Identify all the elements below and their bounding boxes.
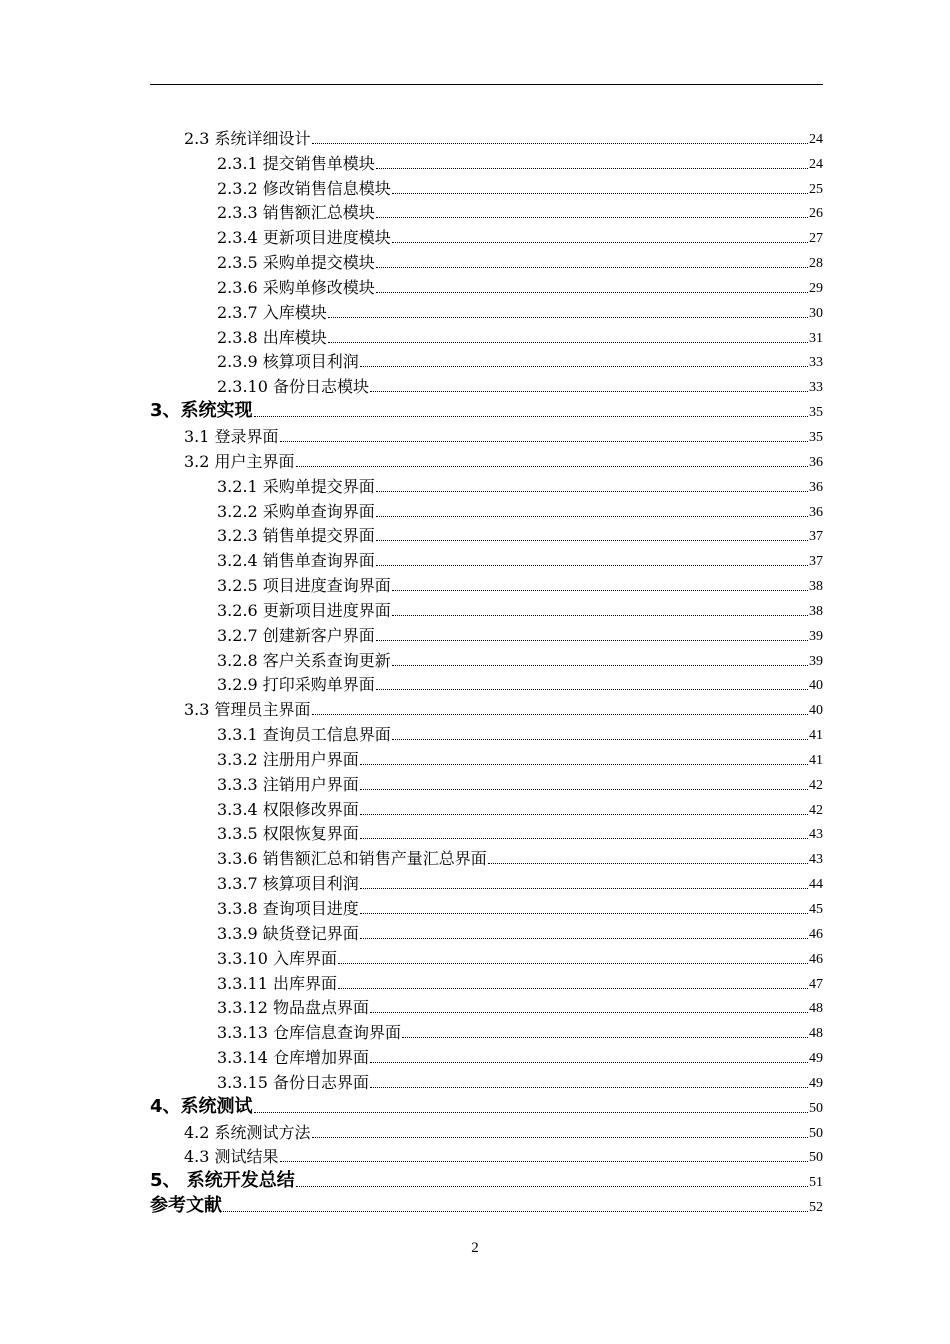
toc-entry-title: 3.3.7 核算项目利润 (217, 874, 359, 894)
toc-entry-page: 35 (809, 429, 823, 445)
toc-entry-title: 3.2.9 打印采购单界面 (217, 675, 375, 695)
toc-entry[interactable] (150, 696, 823, 721)
toc-dot-leader (376, 565, 808, 566)
toc-entry-page: 29 (809, 280, 823, 296)
toc-entry-title: 3.2.6 更新项目进度界面 (217, 600, 391, 620)
toc-entry-page: 35 (809, 405, 823, 421)
toc-entry-title: 3.3.2 注册用户界面 (217, 749, 359, 769)
toc-entry-title: 5、 系统开发总结 (150, 1170, 295, 1192)
toc-entry-title: 3.3.3 注销用户界面 (217, 774, 359, 794)
toc-entry-page: 40 (809, 678, 823, 694)
toc-dot-leader (360, 888, 808, 889)
toc-dot-leader (376, 168, 808, 169)
toc-entry-page: 41 (809, 752, 823, 768)
toc-entry-page: 49 (809, 1075, 823, 1091)
toc-dot-leader (370, 1062, 808, 1063)
toc-entry-title: 3.3.13 仓库信息查询界面 (217, 1023, 401, 1043)
toc-entry-title: 4.3 测试结果 (184, 1147, 279, 1167)
toc-dot-leader (376, 640, 808, 641)
toc-entry-title: 2.3.4 更新项目进度模块 (217, 228, 391, 248)
toc-dot-leader (360, 764, 808, 765)
toc-entry[interactable] (150, 1069, 823, 1094)
toc-dot-leader (360, 838, 808, 839)
toc-dot-leader (376, 217, 808, 218)
toc-entry-page: 37 (809, 554, 823, 570)
toc-entry-title: 3.3.1 查询员工信息界面 (217, 725, 391, 745)
toc-entry-title: 3.3.8 查询项目进度 (217, 899, 359, 918)
toc-entry-page: 38 (809, 603, 823, 619)
toc-entry-title: 2.3 系统详细设计 (184, 128, 311, 148)
toc-entry-title: 3.3.5 权限恢复界面 (217, 824, 359, 844)
toc-dot-leader (392, 665, 808, 666)
toc-entry-title: 2.3.9 核算项目利润 (217, 352, 359, 372)
toc-entry-title: 3.3.6 销售额汇总和销售产量汇总界面 (217, 849, 487, 869)
toc-entry-title: 2.3.7 入库模块 (217, 302, 327, 322)
toc-dot-leader (402, 1037, 808, 1038)
toc-entry-title: 2.3.3 销售额汇总模块 (217, 203, 375, 223)
toc-entry-title: 3.3.4 权限修改界面 (217, 799, 359, 819)
toc-entry[interactable] (150, 845, 823, 870)
toc-dot-leader (360, 366, 808, 367)
toc-dot-leader (328, 342, 808, 343)
toc-entry-page: 50 (809, 1125, 823, 1141)
toc-entry-page: 24 (809, 156, 823, 172)
toc-entry[interactable] (150, 1168, 823, 1193)
toc-entry[interactable] (150, 547, 823, 572)
toc-entry-page: 45 (809, 902, 823, 917)
toc-dot-leader (338, 988, 808, 989)
toc-entry-page: 49 (809, 1051, 823, 1067)
toc-entry[interactable] (150, 249, 823, 274)
toc-dot-leader (376, 540, 808, 541)
toc-dot-leader (392, 242, 808, 243)
toc-entry-page: 37 (809, 529, 823, 545)
toc-entry-page: 33 (809, 380, 823, 396)
toc-entry-title: 2.3.6 采购单修改模块 (217, 277, 375, 297)
toc-entry[interactable] (150, 672, 823, 697)
toc-entry-title: 3.3.11 出库界面 (217, 973, 337, 993)
toc-dot-leader (223, 1211, 808, 1212)
toc-entry-title: 3.3 管理员主界面 (184, 700, 311, 720)
toc-entry[interactable] (150, 945, 823, 970)
toc-dot-leader (488, 863, 808, 864)
toc-entry-page: 46 (809, 951, 823, 967)
toc-entry-page: 43 (809, 827, 823, 843)
toc-entry-page: 46 (809, 926, 823, 942)
toc-entry-title: 3.3.10 入库界面 (217, 948, 337, 968)
toc-dot-leader (376, 292, 808, 293)
toc-entry[interactable] (150, 224, 823, 249)
toc-entry-title: 2.3.8 出库模块 (217, 327, 327, 347)
toc-entry-title: 3.3.12 物品盘点界面 (217, 998, 369, 1018)
toc-entry-title: 3.2 用户主界面 (184, 451, 295, 471)
toc-entry-title: 3.2.8 客户关系查询更新 (217, 650, 391, 670)
toc-entry-page: 25 (809, 181, 823, 197)
toc-dot-leader (280, 1161, 808, 1162)
toc-dot-leader (376, 516, 808, 517)
toc-entry-title: 3.3.14 仓库增加界面 (217, 1048, 369, 1068)
toc-entry[interactable] (150, 448, 823, 473)
toc-dot-leader (360, 938, 808, 939)
toc-entry[interactable] (150, 299, 823, 324)
toc-entry[interactable] (150, 150, 823, 175)
toc-dot-leader (376, 491, 808, 492)
toc-dot-leader (360, 789, 808, 790)
toc-entry-title: 参考文献 (150, 1195, 222, 1217)
toc-entry-page: 52 (809, 1200, 823, 1216)
toc-entry-page: 41 (809, 728, 823, 744)
toc-dot-leader (392, 615, 808, 616)
toc-entry-page: 26 (809, 206, 823, 222)
toc-entry[interactable] (150, 746, 823, 771)
toc-entry-page: 48 (809, 1026, 823, 1042)
toc-entry-page: 50 (809, 1150, 823, 1166)
toc-entry-page: 28 (809, 256, 823, 272)
toc-dot-leader (280, 441, 808, 442)
toc-entry-title: 3.2.4 销售单查询界面 (217, 551, 375, 571)
toc-dot-leader (392, 193, 808, 194)
toc-entry-page: 36 (809, 454, 823, 470)
toc-entry[interactable] (150, 622, 823, 647)
toc-entry-title: 3.2.1 采购单提交界面 (217, 476, 375, 496)
toc-entry-page: 36 (809, 504, 823, 520)
toc-entry[interactable] (150, 1094, 823, 1119)
toc-entry-title: 3.2.7 创建新客户界面 (217, 625, 375, 645)
toc-entry-title: 3.2.3 销售单提交界面 (217, 526, 375, 546)
toc-entry[interactable] (150, 970, 823, 995)
toc-entry[interactable] (150, 125, 823, 150)
toc-entry[interactable] (150, 498, 823, 523)
toc-dot-leader (296, 1186, 808, 1187)
toc-dot-leader (328, 317, 808, 318)
toc-entry[interactable] (150, 274, 823, 299)
toc-entry-title: 3.1 登录界面 (184, 426, 279, 446)
toc-entry-page: 33 (809, 355, 823, 371)
toc-entry[interactable] (150, 200, 823, 225)
header-rule (150, 84, 823, 85)
toc-entry[interactable] (150, 473, 823, 498)
toc-dot-leader (312, 143, 808, 144)
toc-entry[interactable] (150, 1119, 823, 1144)
toc-entry-title: 3.3.15 备份日志界面 (217, 1072, 369, 1092)
toc-entry-page: 42 (809, 802, 823, 818)
toc-entry-page: 48 (809, 1001, 823, 1017)
toc-entry[interactable] (150, 895, 823, 920)
toc-entry-page: 39 (809, 653, 823, 669)
toc-dot-leader (370, 391, 808, 392)
toc-dot-leader (360, 814, 808, 815)
toc-entry-page: 31 (809, 330, 823, 346)
toc-dot-leader (376, 689, 808, 690)
toc-entry-page: 40 (809, 703, 823, 719)
toc-entry[interactable] (150, 920, 823, 945)
toc-entry[interactable] (150, 1044, 823, 1069)
toc-entry[interactable] (150, 1144, 823, 1169)
toc-dot-leader (312, 714, 808, 715)
toc-entry[interactable] (150, 771, 823, 796)
toc-entry-title: 2.3.5 采购单提交模块 (217, 253, 375, 273)
table-of-contents (150, 125, 823, 1218)
toc-entry[interactable] (150, 423, 823, 448)
toc-entry-page: 27 (809, 231, 823, 247)
toc-dot-leader (376, 267, 808, 268)
toc-entry-page: 44 (809, 877, 823, 893)
toc-entry[interactable] (150, 995, 823, 1020)
toc-entry-title: 3.3.9 缺货登记界面 (217, 923, 359, 943)
toc-entry[interactable] (150, 373, 823, 398)
toc-entry[interactable] (150, 175, 823, 200)
toc-entry[interactable] (150, 870, 823, 895)
toc-entry-page: 30 (809, 305, 823, 321)
toc-entry-title: 2.3.1 提交销售单模块 (217, 153, 375, 173)
toc-entry-page: 39 (809, 628, 823, 644)
toc-dot-leader (392, 590, 808, 591)
toc-entry-page: 51 (809, 1175, 823, 1191)
toc-entry-page: 24 (809, 131, 823, 147)
toc-entry[interactable] (150, 324, 823, 349)
toc-entry[interactable] (150, 1193, 823, 1218)
toc-dot-leader (312, 1137, 808, 1138)
toc-dot-leader (338, 963, 808, 964)
toc-entry-title: 4、系统测试 (150, 1095, 253, 1117)
toc-entry[interactable] (150, 572, 823, 597)
toc-entry[interactable] (150, 398, 823, 423)
toc-entry-title: 3.2.2 采购单查询界面 (217, 501, 375, 521)
toc-dot-leader (392, 739, 808, 740)
toc-entry-page: 43 (809, 852, 823, 868)
toc-entry[interactable] (150, 647, 823, 672)
toc-entry-title: 2.3.10 备份日志模块 (217, 377, 369, 397)
toc-entry[interactable] (150, 597, 823, 622)
toc-entry-page: 50 (809, 1100, 823, 1116)
toc-entry-page: 38 (809, 579, 823, 595)
page-number: 2 (471, 1240, 479, 1256)
toc-dot-leader (370, 1012, 808, 1013)
toc-entry[interactable] (150, 523, 823, 548)
toc-entry-title: 4.2 系统测试方法 (184, 1122, 311, 1142)
toc-dot-leader (254, 1112, 808, 1113)
toc-entry[interactable] (150, 821, 823, 846)
toc-entry[interactable] (150, 796, 823, 821)
toc-entry[interactable] (150, 349, 823, 374)
toc-dot-leader (296, 466, 808, 467)
toc-entry-title: 3、系统实现 (150, 400, 253, 422)
toc-entry[interactable] (150, 721, 823, 746)
toc-entry[interactable] (150, 1019, 823, 1044)
toc-dot-leader (254, 416, 808, 417)
toc-entry-title: 2.3.2 修改销售信息模块 (217, 178, 391, 198)
toc-dot-leader (370, 1087, 808, 1088)
toc-entry-page: 47 (809, 976, 823, 992)
toc-dot-leader (360, 913, 808, 914)
toc-entry-page: 42 (809, 777, 823, 793)
toc-entry-title: 3.2.5 项目进度查询界面 (217, 576, 391, 596)
toc-entry-page: 36 (809, 479, 823, 495)
